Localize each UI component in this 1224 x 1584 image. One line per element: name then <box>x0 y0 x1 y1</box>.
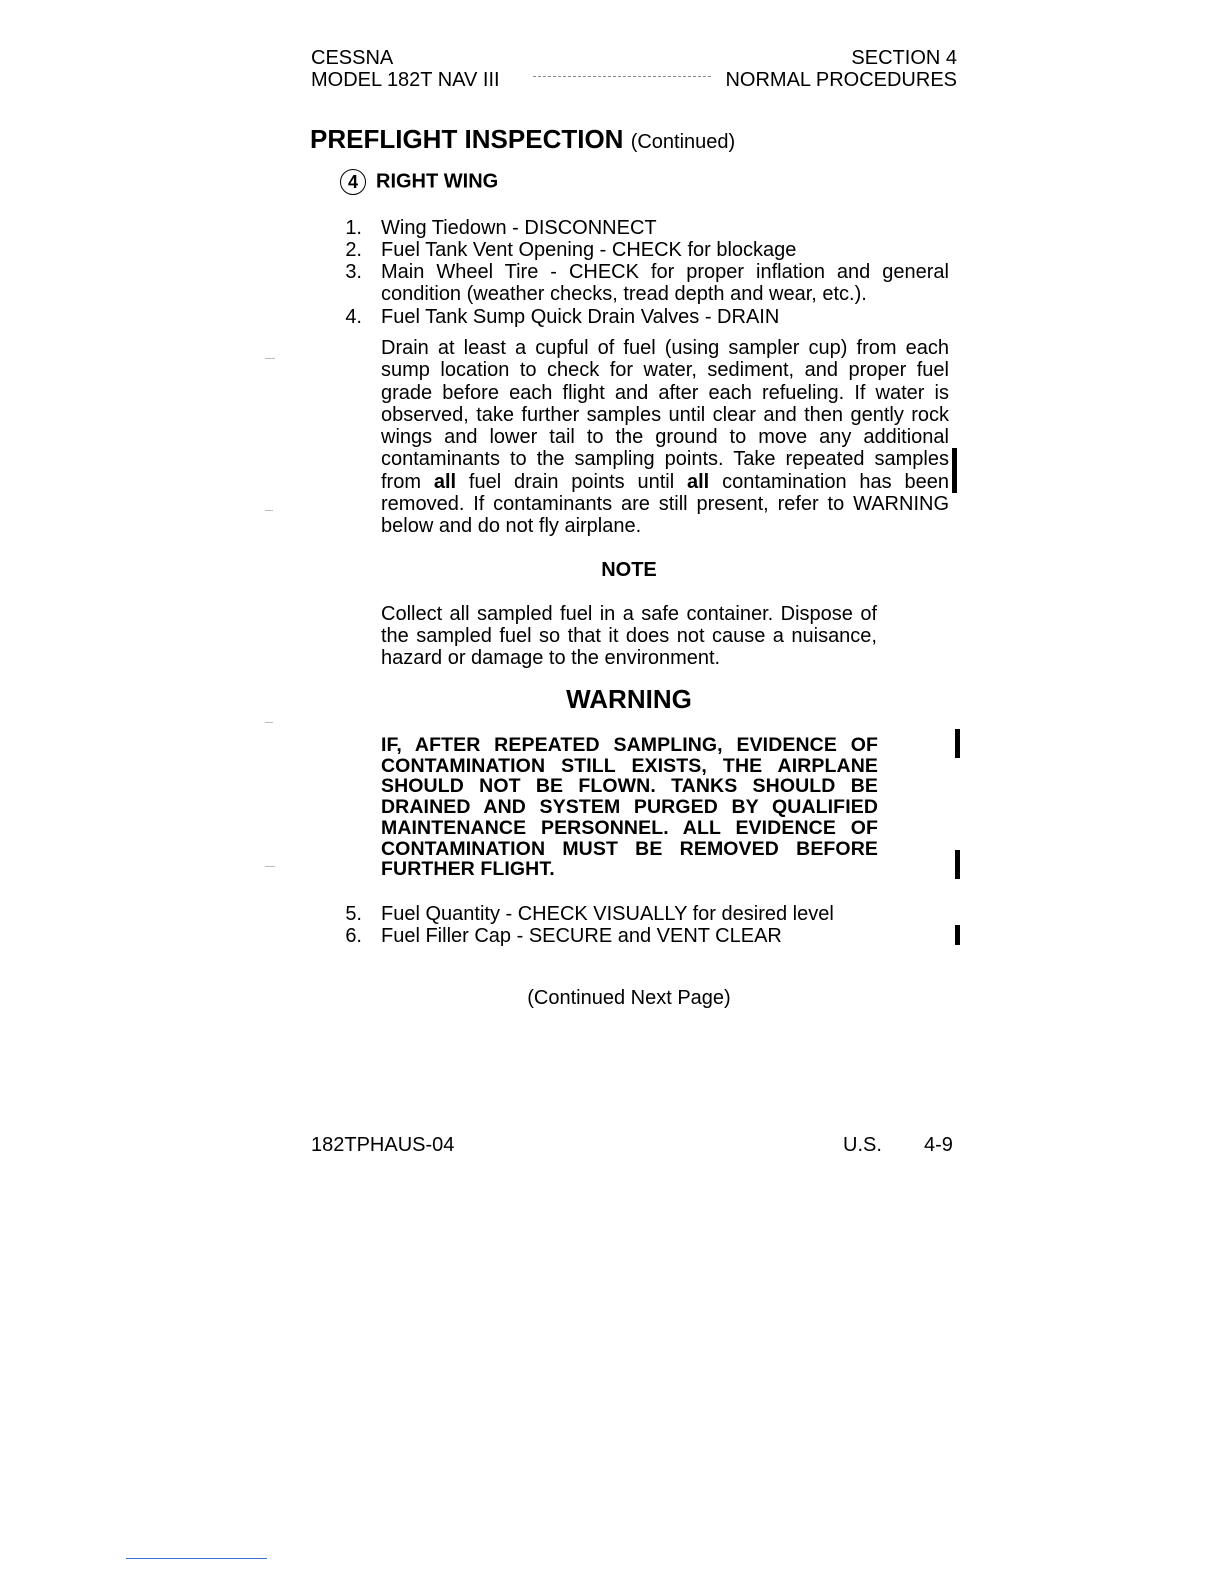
warning-heading: WARNING <box>566 684 692 714</box>
continued-next-page: (Continued Next Page) <box>527 987 731 1009</box>
footer-region: U.S. <box>843 1134 882 1156</box>
edge-line <box>126 1558 267 1559</box>
list-item-number: 6. <box>345 925 362 947</box>
header-left <box>311 47 500 91</box>
warning-text: IF, AFTER REPEATED SAMPLING, EVIDENCE OF CONTAMINATION STILL EXISTS, THE AIRPLANE SHOULD NOT BE FLOWN. TANKS SHOULD BE DRAINED AND SYSTEM PURGED BY QUALIFIED MAINTENANCE PERSONNEL. ALL EVIDENCE OF CONTAMINATION MUST BE REMOVED BEFORE FURTHER FLIGHT. <box>381 734 878 881</box>
header-model: MODEL 182T NAV III <box>311 69 500 91</box>
header-section-title: NORMAL PROCEDURES <box>725 69 957 91</box>
page-title-main: PREFLIGHT INSPECTION <box>310 124 624 154</box>
drain-bold-all-2: all <box>687 470 710 493</box>
page-title-continued: (Continued) <box>630 131 736 153</box>
list-item-text: Fuel Tank Vent Opening - CHECK for blockage <box>381 239 797 261</box>
section-name: RIGHT WING <box>376 170 499 193</box>
list-item-text: Fuel Filler Cap - SECURE and VENT CLEAR <box>381 925 782 947</box>
drain-text-3: contamination has been removed. If contaminants are still present, refer to WARNING below and do not fly airplane. <box>381 470 949 538</box>
scan-mark <box>265 510 273 511</box>
list-item <box>0 217 1224 239</box>
revision-bar <box>952 448 957 493</box>
note-text: Collect all sampled fuel in a safe container. Dispose of the sampled fuel so that it does not cause a nuisance, hazard or damage to the environment. <box>381 603 877 669</box>
drain-text-2: fuel drain points until <box>456 470 687 493</box>
section-number-circle: 4 <box>340 169 366 195</box>
note-heading: NOTE <box>601 559 657 581</box>
list-item-text: Fuel Tank Sump Quick Drain Valves - DRAIN <box>381 306 780 328</box>
list-item <box>0 261 1224 305</box>
header-manufacturer: CESSNA <box>311 47 394 69</box>
list-item-text: Main Wheel Tire - CHECK for proper inflation and general condition (weather checks, tread depth and wear, etc.). <box>381 261 949 305</box>
revision-bar <box>955 729 960 758</box>
list-item <box>0 903 1224 925</box>
footer-page-number: 4-9 <box>924 1134 953 1156</box>
list-item-text: Wing Tiedown - DISCONNECT <box>381 217 657 239</box>
list-item-number: 4. <box>345 306 362 328</box>
list-item-number: 1. <box>345 217 362 239</box>
list-item-number: 5. <box>345 903 362 925</box>
header-dotted-leader <box>533 76 711 77</box>
revision-bar <box>955 850 960 879</box>
scan-mark <box>265 866 275 867</box>
section-heading <box>340 169 498 195</box>
drain-text-1: Drain at least a cupful of fuel (using sampler cup) from each sump location to check for water, sediment, and proper fuel grade before each flight and after each refueling. If water is observed, take further samples until clear and then gently rock wings and lower tail to the ground to move any additional contaminants to the sampling points. Take repeated samples from <box>381 337 949 493</box>
header-right <box>640 47 957 91</box>
footer-doc-id: 182TPHAUS-04 <box>311 1134 455 1156</box>
list-item-number: 2. <box>345 239 362 261</box>
scan-mark <box>265 358 275 359</box>
drain-paragraph <box>381 337 949 538</box>
list-item-number: 3. <box>345 261 362 283</box>
page-title <box>310 124 735 155</box>
header-section: SECTION 4 <box>851 47 957 69</box>
list-item-text: Fuel Quantity - CHECK VISUALLY for desired level <box>381 903 834 925</box>
list-item <box>0 239 1224 261</box>
scan-mark <box>265 722 273 723</box>
list-item <box>0 306 1224 328</box>
list-item <box>0 925 1224 947</box>
drain-bold-all-1: all <box>433 470 457 493</box>
revision-bar <box>955 925 960 945</box>
